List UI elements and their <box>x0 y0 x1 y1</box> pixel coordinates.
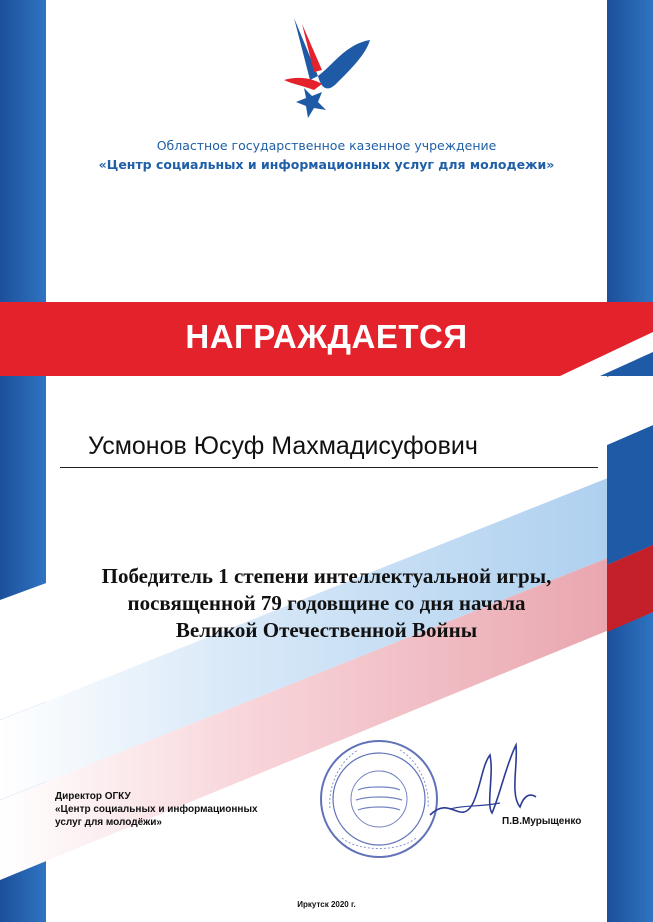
award-line: Победитель 1 степени интеллектуальной игры, <box>101 564 552 588</box>
director-title <box>55 790 258 829</box>
recipient-underline <box>60 467 598 468</box>
organization-logo <box>274 14 378 124</box>
award-line: посвященной 79 годовщине со дня начала <box>127 591 526 615</box>
award-line: Великой Отечественной Войны <box>175 618 478 642</box>
organization-name-line1: Областное государственное казенное учреждение <box>156 138 497 153</box>
recipient-name: Усмонов Юсуф Махмадисуфович <box>88 432 478 460</box>
director-line: Директор ОГКУ <box>55 791 131 802</box>
organization-name-line2: «Центр социальных и информационных услуг для молодежи» <box>98 157 555 172</box>
director-line: «Центр социальных и информационных <box>55 804 258 815</box>
signer-name: П.В.Мурыщенко <box>502 816 582 827</box>
place-date: Иркутск 2020 г. <box>297 900 356 909</box>
banner-title: НАГРАЖДАЕТСЯ <box>185 318 468 355</box>
award-text <box>40 563 613 644</box>
director-line: услуг для молодёжи» <box>55 817 162 828</box>
